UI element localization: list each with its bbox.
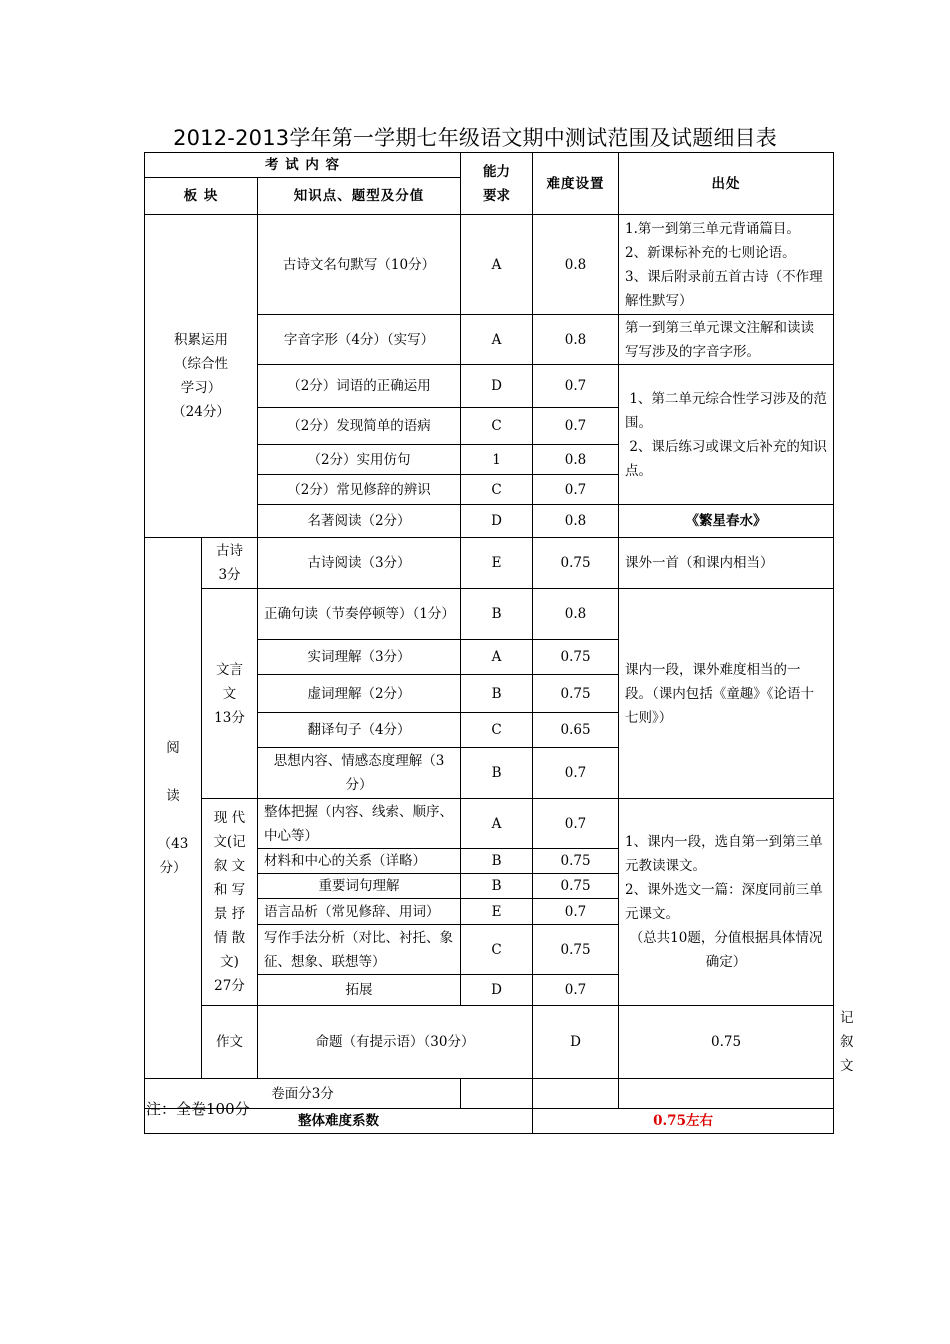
empty-cell — [533, 1079, 619, 1109]
source-cell: 1、第二单元综合性学习涉及的范围。 2、课后练习或课文后补充的知识点。 — [619, 365, 834, 505]
sub-classical: 文言 文 13分 — [202, 589, 258, 799]
section-reading: 阅 读 （43 分） — [145, 538, 202, 1079]
source-cell: 课内一段，课外难度相当的一 段。（课内包括《童趣》《论语十 七则》） — [619, 589, 834, 799]
difficulty-cell: 0.8 — [533, 589, 619, 640]
section-accumulation: 积累运用 （综合性 学习） （24分） — [145, 215, 258, 538]
ability-cell: C — [461, 408, 533, 445]
knowledge-cell: 字音字形（4分）（实写） — [258, 315, 461, 365]
ability-cell: B — [461, 849, 533, 874]
ability-cell: 1 — [461, 445, 533, 475]
difficulty-cell: 0.7 — [533, 899, 619, 925]
difficulty-cell: 0.8 — [533, 445, 619, 475]
knowledge-cell: 思想内容、情感态度理解（3分） — [258, 748, 461, 799]
header-exam-content: 考 试 内 容 — [145, 153, 461, 178]
table-row: 作文 命题（有提示语）（30分） D 0.75 记叙文 — [145, 1006, 834, 1079]
source-cell: 《繁星春水》 — [619, 505, 834, 538]
source-cell: 第一到第三单元课文注解和读读写写涉及的字音字形。 — [619, 315, 834, 365]
ability-cell: D — [461, 975, 533, 1006]
ability-cell: D — [461, 365, 533, 408]
source-cell: 课外一首（和课内相当） — [619, 538, 834, 589]
difficulty-cell: 0.7 — [533, 475, 619, 505]
ability-cell: E — [461, 538, 533, 589]
header-ability: 能力 要求 — [461, 153, 533, 215]
footnote: 注：全卷100分 — [146, 1100, 250, 1118]
knowledge-cell: 虚词理解（2分） — [258, 675, 461, 713]
source-line: （总共10题，分值根据具体情况确定） — [629, 930, 823, 970]
ability-cell: A — [461, 799, 533, 849]
knowledge-cell: 语言品析（常见修辞、用词） — [258, 899, 461, 925]
knowledge-cell: 命题（有提示语）（30分） — [258, 1006, 533, 1079]
knowledge-cell: 重要词句理解 — [258, 874, 461, 899]
difficulty-cell: 0.7 — [533, 365, 619, 408]
knowledge-cell: 名著阅读（2分） — [258, 505, 461, 538]
section-composition: 作文 — [202, 1006, 258, 1079]
overall-difficulty-label: 整体难度系数 — [145, 1109, 533, 1134]
knowledge-cell: （2分）发现简单的语病 — [258, 408, 461, 445]
knowledge-cell: 拓展 — [258, 975, 461, 1006]
table-row — [145, 215, 834, 315]
ability-cell: C — [461, 713, 533, 748]
knowledge-cell: 翻译句子（4分） — [258, 713, 461, 748]
knowledge-cell: 写作手法分析（对比、衬托、象征、想象、联想等） — [258, 925, 461, 975]
difficulty-cell: 0.75 — [533, 849, 619, 874]
difficulty-cell: 0.7 — [533, 408, 619, 445]
ability-cell: A — [461, 640, 533, 675]
difficulty-cell: 0.7 — [533, 975, 619, 1006]
header-source: 出处 — [619, 153, 834, 215]
source-line: 1、课内一段，选自第一到第三单元教读课文。 — [625, 834, 823, 874]
header-knowledge: 知识点、题型及分值 — [258, 178, 461, 215]
difficulty-cell: 0.8 — [533, 215, 619, 315]
difficulty-cell: 0.75 — [533, 874, 619, 899]
document-title: 2012-2013学年第一学期七年级语文期中测试范围及试题细目表 — [173, 126, 777, 150]
ability-cell: C — [461, 475, 533, 505]
difficulty-cell: 0.75 — [619, 1006, 834, 1079]
ability-cell: A — [461, 215, 533, 315]
sub-poem: 古诗 3分 — [202, 538, 258, 589]
header-row-1 — [145, 153, 834, 178]
header-block: 板 块 — [145, 178, 258, 215]
empty-cell — [619, 1079, 834, 1109]
source-cell — [619, 799, 834, 1006]
knowledge-cell: 古诗文名句默写（10分） — [258, 215, 461, 315]
knowledge-cell: 实词理解（3分） — [258, 640, 461, 675]
ability-cell: B — [461, 748, 533, 799]
difficulty-cell: 0.75 — [533, 925, 619, 975]
knowledge-cell: （2分）词语的正确运用 — [258, 365, 461, 408]
ability-cell: C — [461, 925, 533, 975]
knowledge-cell: 材料和中心的关系（详略） — [258, 849, 461, 874]
header-difficulty: 难度设置 — [533, 153, 619, 215]
ability-cell: B — [461, 874, 533, 899]
difficulty-cell: 0.7 — [533, 799, 619, 849]
overall-difficulty-value: 0.75左右 — [533, 1109, 834, 1134]
difficulty-cell: 0.8 — [533, 315, 619, 365]
ability-cell: D — [533, 1006, 619, 1079]
source-line: 2、课外选文一篇：深度同前三单元课文。 — [625, 882, 823, 922]
table-row — [145, 538, 834, 589]
ability-cell: B — [461, 589, 533, 640]
knowledge-cell: 正确句读（节奏停顿等）（1分） — [258, 589, 461, 640]
difficulty-cell: 0.75 — [533, 675, 619, 713]
difficulty-cell: 0.65 — [533, 713, 619, 748]
neatness-score: 卷面分3分 — [145, 1079, 461, 1109]
difficulty-cell: 0.75 — [533, 538, 619, 589]
sub-modern: 现 代 文(记 叙 文 和 写 景 抒 情 散 文) 27分 — [202, 799, 258, 1006]
knowledge-cell: 古诗阅读（3分） — [258, 538, 461, 589]
ability-cell: B — [461, 675, 533, 713]
difficulty-cell: 0.75 — [533, 640, 619, 675]
table-row — [145, 799, 834, 849]
empty-cell — [461, 1079, 533, 1109]
source-cell: 1.第一到第三单元背诵篇目。 2、新课标补充的七则论语。 3、课后附录前五首古诗（不作理 解性默写） — [619, 215, 834, 315]
knowledge-cell: （2分）常见修辞的辨识 — [258, 475, 461, 505]
difficulty-cell: 0.7 — [533, 748, 619, 799]
exam-spec-table — [144, 152, 854, 1134]
knowledge-cell: （2分）实用仿句 — [258, 445, 461, 475]
difficulty-cell: 0.8 — [533, 505, 619, 538]
knowledge-cell: 整体把握（内容、线索、顺序、中心等） — [258, 799, 461, 849]
ability-cell: E — [461, 899, 533, 925]
ability-cell: A — [461, 315, 533, 365]
ability-cell: D — [461, 505, 533, 538]
table-row — [145, 589, 834, 640]
